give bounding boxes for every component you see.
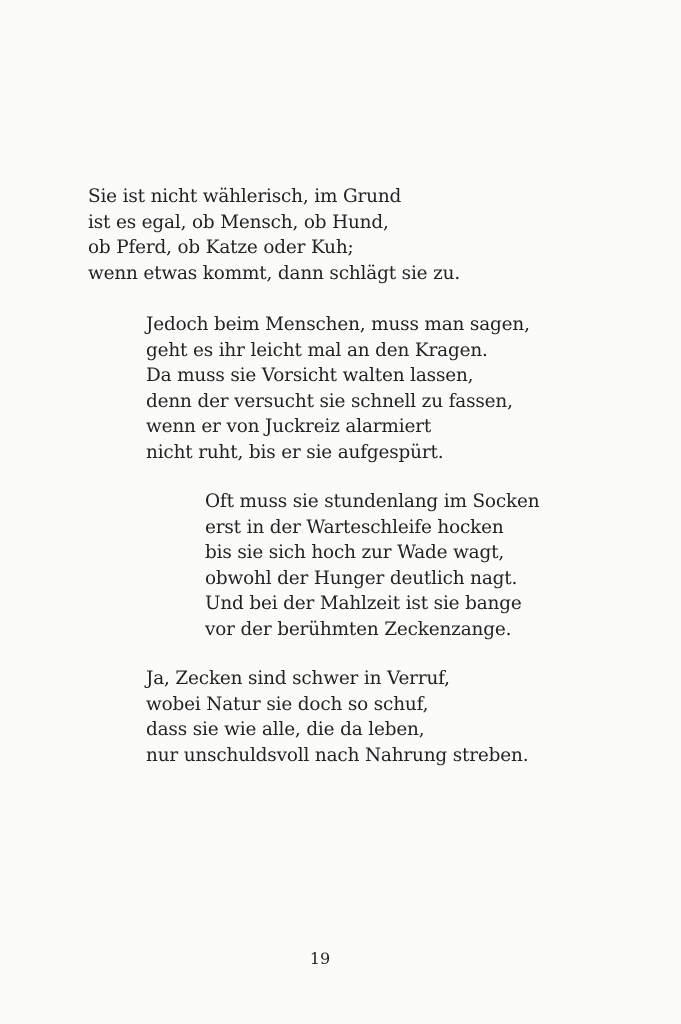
poem-line: nur unschuldsvoll nach Nahrung streben.	[146, 744, 529, 766]
poem-line: Jedoch beim Menschen, muss man sagen,	[146, 314, 530, 335]
poem-line: wenn etwas kommt, dann schlägt sie zu.	[88, 262, 461, 284]
stanza-3	[205, 489, 539, 642]
stanza-1	[88, 184, 460, 286]
poem-line: nicht ruht, bis er sie aufgespürt.	[146, 441, 444, 463]
poem-line: Oft muss sie stundenlang im Socken	[205, 491, 540, 512]
stanza-4	[146, 666, 528, 768]
poem-line: bis sie sich hoch zur Wade wagt,	[205, 542, 505, 563]
poem-line: dass sie wie alle, die da leben,	[146, 719, 425, 740]
poem-line: denn der versucht sie schnell zu fassen,	[146, 390, 513, 412]
poem-line: obwohl der Hunger deutlich nagt.	[205, 567, 518, 589]
poem-line: Da muss sie Vorsicht walten lassen,	[146, 365, 474, 386]
poem-line: erst in der Warteschleife hocken	[205, 516, 504, 538]
poem-line: wenn er von Juckreiz alarmiert	[146, 416, 432, 437]
poem-line: wobei Natur sie doch so schuf,	[146, 693, 429, 715]
poem-line: ist es egal, ob Mensch, ob Hund,	[88, 211, 389, 233]
poem-line: geht es ihr leicht mal an den Kragen.	[146, 339, 488, 361]
poem-line: Ja, Zecken sind schwer in Verruf,	[146, 668, 450, 689]
stanza-2	[146, 312, 530, 465]
poem-line: Und bei der Mahlzeit ist sie bange	[205, 593, 522, 614]
poem-line: ob Pferd, ob Katze oder Kuh;	[88, 237, 354, 258]
poem-line: Sie ist nicht wählerisch, im Grund	[88, 186, 402, 207]
page-number: 19	[309, 949, 331, 968]
poem-line: vor der berühmten Zeckenzange.	[205, 618, 512, 640]
